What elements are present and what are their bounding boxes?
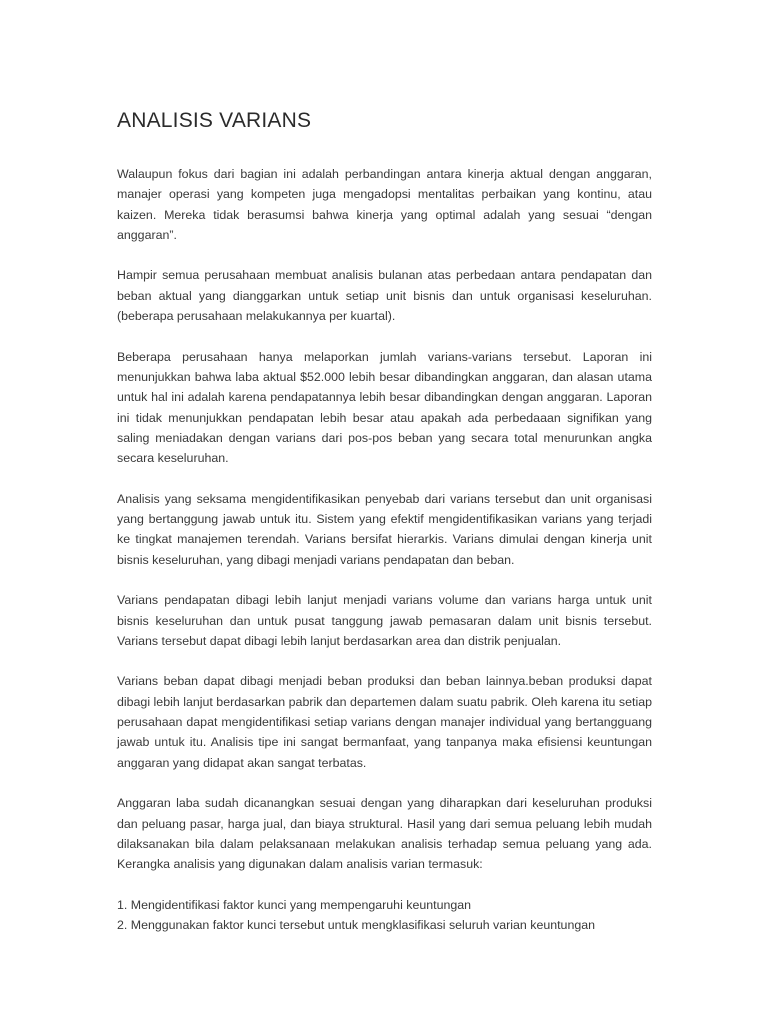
document-page (117, 108, 652, 935)
paragraph-4: Analisis yang seksama mengidentifikasikan penyebab dari varians tersebut dan unit organisasi yang bertanggung jawab untuk itu. Sistem yang efektif mengidentifikasikan varians yang terjadi ke tingkat manajemen terendah. Varians bersifat hierarkis. Varians dimulai dengan kinerja unit bisnis keseluruhan, yang dibagi menjadi varians pendapatan dan beban. (117, 491, 652, 567)
framework-list (117, 895, 652, 936)
list-item: 2. Menggunakan faktor kunci tersebut untuk mengklasifikasi seluruh varian keuntungan (117, 917, 596, 932)
paragraph-1: Walaupun fokus dari bagian ini adalah perbandingan antara kinerja aktual dengan anggaran, manajer operasi yang kompeten juga mengadopsi mentalitas perbaikan yang kontinu, atau kaizen. Mereka tidak berasumsi bahwa kinerja yang optimal adalah yang sesuai “dengan anggaran”. (117, 167, 652, 242)
paragraph-3: Beberapa perusahaan hanya melaporkan jumlah varians-varians tersebut. Laporan ini menunjukkan bahwa laba aktual $52.000 lebih besar dibandingkan anggaran, dan alasan utama untuk hal ini adalah karena pendapatannya lebih besar dibandingkan dengan anggaran. Laporan ini tidak menunjukkan pendapatan lebih besar atau apakah ada perbedaaan signifikan yang saling meniadakan dengan varians dari pos-pos beban yang secara total menurunkan angka secara keseluruhan. (117, 349, 652, 466)
paragraph-7: Anggaran laba sudah dicanangkan sesuai dengan yang diharapkan dari keseluruhan produksi dan peluang pasar, harga jual, dan biaya struktural. Hasil yang dari semua peluang lebih mudah dilaksanakan bila dalam pelaksanaan melakukan analisis terhadap semua peluang yang ada. Kerangka analisis yang digunakan dalam analisis varian termasuk: (117, 796, 652, 872)
page-title: ANALISIS VARIANS (117, 109, 312, 132)
paragraph-2: Hampir semua perusahaan membuat analisis bulanan atas perbedaan antara pendapatan dan beban aktual yang dianggarkan untuk setiap unit bisnis dan untuk organisasi keseluruhan. (beberapa perusahaan melakukannya per kuartal). (117, 268, 652, 324)
paragraph-5: Varians pendapatan dibagi lebih lanjut menjadi varians volume dan varians harga untuk unit bisnis keseluruhan dan untuk pusat tanggung jawab pemasaran dalam unit bisnis tersebut. Varians tersebut dapat dibagi lebih lanjut berdasarkan area dan distrik penjualan. (117, 593, 652, 648)
paragraph-6: Varians beban dapat dibagi menjadi beban produksi dan beban lainnya.beban produksi dapat dibagi lebih lanjut berdasarkan pabrik dan departemen dalam suatu pabrik. Oleh karena itu setiap perusahaan dapat mengidentifikasi setiap varians dengan manajer individual yang bertangguang jawab untuk itu. Analisis tipe ini sangat bermanfaat, yang tanpanya maka efisiensi keuntungan anggaran yang didapat akan sangat terbatas. (117, 674, 652, 770)
list-item: 1. Mengidentifikasi faktor kunci yang mempengaruhi keuntungan (117, 897, 472, 912)
